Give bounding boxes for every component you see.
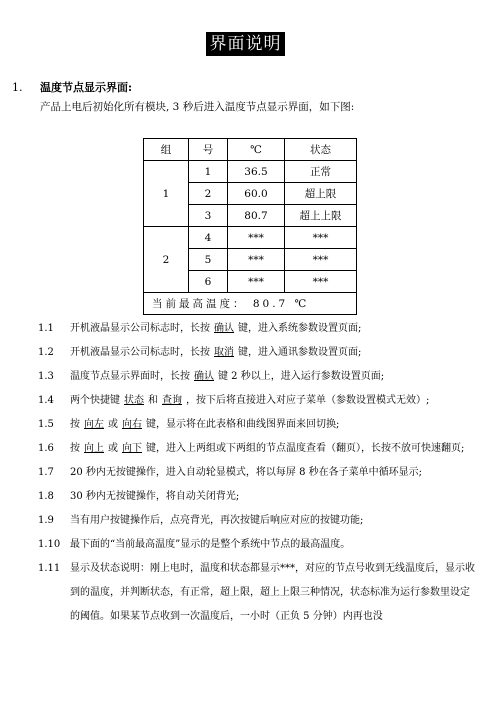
item-number: 1.10 xyxy=(38,539,61,550)
table-row xyxy=(144,161,357,183)
node-number: 2 xyxy=(189,183,228,205)
item-number: 1.4 xyxy=(38,395,54,406)
list-item xyxy=(38,437,478,461)
list-item xyxy=(38,509,478,533)
header-status: 状态 xyxy=(285,139,357,161)
item-text-part: 键，显示将在此表格和曲线图界面来回切换; xyxy=(146,419,340,430)
node-temp: 36.5 xyxy=(228,161,285,183)
key-confirm: 确认 xyxy=(194,371,214,382)
list-item xyxy=(38,485,478,509)
item-text-part: 按 xyxy=(70,419,80,430)
list-item xyxy=(38,317,478,341)
header-number: 号 xyxy=(189,139,228,161)
key-status: 状态 xyxy=(124,395,144,406)
table-header-row xyxy=(144,139,357,161)
item-text-part: 开机液晶显示公司标志时，长按 xyxy=(70,323,210,334)
item-text xyxy=(70,341,478,365)
list-item xyxy=(38,341,478,365)
item-number: 1.7 xyxy=(38,467,54,478)
item-text xyxy=(70,389,478,413)
node-status: *** xyxy=(285,249,357,271)
node-status: *** xyxy=(285,227,357,249)
item-text-part: 和 xyxy=(148,395,158,406)
section-heading-text: 温度节点显示界面: xyxy=(40,81,133,94)
item-text-part: 键，进入通讯参数设置页面; xyxy=(238,347,362,358)
temperature-table xyxy=(143,138,357,315)
item-number: 1.3 xyxy=(38,371,54,382)
node-temp: *** xyxy=(228,227,285,249)
item-text-part: 或 xyxy=(108,443,118,454)
page-title: 界面说明 xyxy=(206,32,285,56)
table-footer-row xyxy=(144,293,357,315)
item-text-part: 显示及状态说明：刚上电时，温度和状态都显示***，对应的节点号收到无线温度后，显示收到的温度，并判断状态，有正常，超上限，超上上限三种情况，状态标准为运行参数里设定的阈值。如果某节点收到一次温度后，一小时（正负 5 分钟）内再也没 xyxy=(70,563,475,622)
header-group: 组 xyxy=(144,139,189,161)
item-text xyxy=(70,317,478,341)
intro-paragraph: 产品上电后初始化所有模块, 3 秒后进入温度节点显示界面，如下图: xyxy=(40,101,355,113)
list-item xyxy=(38,413,478,437)
node-temp: 80.7 xyxy=(228,205,285,227)
node-status: 超上上限 xyxy=(285,205,357,227)
item-number: 1.9 xyxy=(38,515,54,526)
item-text-part: 两个快捷键 xyxy=(70,395,120,406)
key-down: 向下 xyxy=(122,443,142,454)
item-text: 30 秒内无按键操作，将自动关闭背光; xyxy=(70,491,240,502)
list-item xyxy=(38,389,478,413)
node-number: 4 xyxy=(189,227,228,249)
node-status: *** xyxy=(285,271,357,293)
section-heading xyxy=(12,79,132,95)
list-item xyxy=(38,365,478,389)
item-text: 最下面的“当前最高温度”显示的是整个系统中节点的最高温度。 xyxy=(70,539,351,550)
item-text xyxy=(70,557,478,629)
item-number: 1.5 xyxy=(38,419,54,430)
item-text-part: 或 xyxy=(108,419,118,430)
header-temp: ℃ xyxy=(228,139,285,161)
item-text-part: 温度节点显示界面时，长按 xyxy=(70,371,190,382)
node-temp: *** xyxy=(228,271,285,293)
item-text-part: 键 2 秒以上，进入运行参数设置页面; xyxy=(218,371,385,382)
item-text xyxy=(70,437,478,461)
item-text xyxy=(70,365,478,389)
list-item xyxy=(38,533,478,557)
item-number: 1.6 xyxy=(38,443,54,454)
node-temp: 60.0 xyxy=(228,183,285,205)
table-row xyxy=(144,227,357,249)
instruction-list xyxy=(38,317,478,629)
key-query: 查询 xyxy=(162,395,182,406)
item-text-part: ，按下后将直接进入对应子菜单（参数设置模式无效）; xyxy=(186,395,430,406)
node-temp: *** xyxy=(228,249,285,271)
list-item xyxy=(38,461,478,485)
key-left: 向左 xyxy=(84,419,104,430)
node-number: 3 xyxy=(189,205,228,227)
max-temperature: 当前最高温度： 80.7 ℃ xyxy=(144,293,357,315)
node-number: 1 xyxy=(189,161,228,183)
item-number: 1.8 xyxy=(38,491,54,502)
item-text-part: 键，进入系统参数设置页面; xyxy=(238,323,362,334)
node-number: 5 xyxy=(189,249,228,271)
group-cell: 2 xyxy=(144,227,189,293)
item-number: 1.11 xyxy=(38,563,61,574)
item-text-part: 按 xyxy=(70,443,80,454)
key-up: 向上 xyxy=(84,443,104,454)
group-cell: 1 xyxy=(144,161,189,227)
item-text-part: 开机液晶显示公司标志时，长按 xyxy=(70,347,210,358)
item-text-part: 键，进入上两组或下两组的节点温度查看（翻页），长按不放可快速翻页; xyxy=(146,443,465,454)
section-number: 1. xyxy=(12,81,23,94)
node-status: 超上限 xyxy=(285,183,357,205)
key-right: 向右 xyxy=(122,419,142,430)
item-text xyxy=(70,413,478,437)
item-text: 20 秒内无按键操作，进入自动轮显模式，将以每屏 8 秒在各子菜单中循环显示; xyxy=(70,467,422,478)
item-number: 1.2 xyxy=(38,347,54,358)
list-item xyxy=(38,557,478,629)
node-number: 6 xyxy=(189,271,228,293)
node-status: 正常 xyxy=(285,161,357,183)
item-number: 1.1 xyxy=(38,323,54,334)
item-text: 当有用户按键操作后，点亮背光，再次按键后响应对应的按键功能; xyxy=(70,515,364,526)
key-cancel: 取消 xyxy=(214,347,234,358)
key-confirm: 确认 xyxy=(214,323,234,334)
